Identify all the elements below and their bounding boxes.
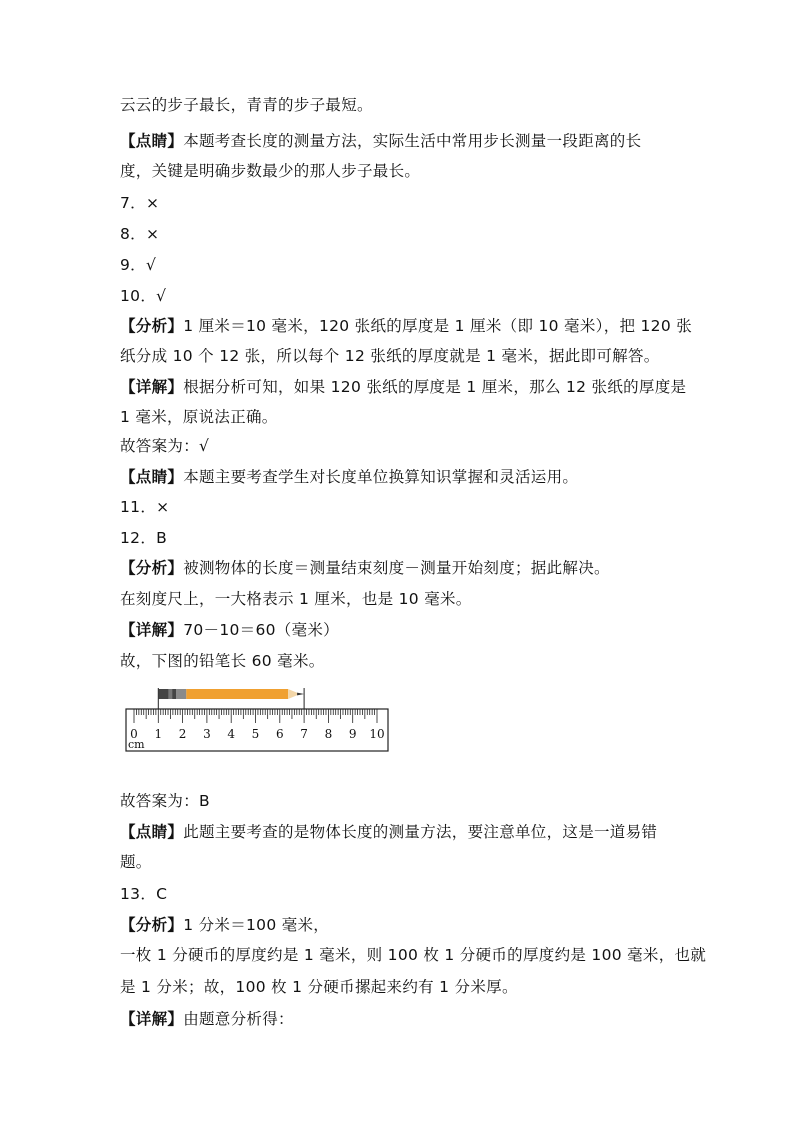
- text-line: [120, 945, 706, 965]
- text-line: [120, 95, 373, 115]
- text-line: [120, 497, 169, 517]
- line-text: 故答案为：√: [120, 437, 210, 455]
- ruler-number: 4: [227, 727, 236, 741]
- text-line: [120, 852, 152, 872]
- line-text: 1 厘米＝10 毫米，120 张纸的厚度是 1 厘米（即 10 毫米），把 120 张: [183, 317, 693, 335]
- line-text: 12．B: [120, 529, 168, 547]
- text-line: [120, 316, 692, 336]
- text-line: [120, 822, 657, 842]
- pencil-ferrule: [168, 689, 172, 699]
- line-text: 本题考查长度的测量方法，实际生活中常用步长测量一段距离的长: [183, 132, 642, 150]
- section-tag: 【分析】: [120, 317, 184, 335]
- line-text: 故答案为：B: [120, 792, 210, 810]
- line-text: 10．√: [120, 287, 167, 305]
- text-line: [120, 346, 660, 366]
- ruler-unit-label: cm: [128, 738, 145, 751]
- ruler-number: 1: [154, 727, 163, 741]
- line-text: 故，下图的铅笔长 60 毫米。: [120, 652, 325, 670]
- text-line: [120, 193, 159, 213]
- section-tag: 【分析】: [120, 916, 184, 934]
- line-text: 此题主要考查的是物体长度的测量方法，要注意单位，这是一道易错: [183, 823, 658, 841]
- pencil-band: [176, 689, 186, 699]
- text-line: [120, 558, 610, 578]
- line-text: 是 1 分米；故，100 枚 1 分硬币摞起来约有 1 分米厚。: [120, 978, 518, 996]
- text-line: [120, 436, 209, 456]
- pencil-body: [186, 689, 288, 699]
- line-text: 在刻度尺上，一大格表示 1 厘米，也是 10 毫米。: [120, 590, 472, 608]
- text-line: [120, 1009, 294, 1029]
- ruler-number: 10: [369, 727, 385, 741]
- ruler-number: 2: [178, 727, 187, 741]
- line-text: 由题意分析得：: [183, 1010, 294, 1028]
- line-text: 70－10＝60（毫米）: [183, 621, 339, 639]
- line-text: 7．×: [120, 194, 160, 212]
- section-tag: 【分析】: [120, 559, 184, 577]
- ruler-number: 8: [324, 727, 333, 741]
- line-text: 度，关键是明确步数最少的那人步子最长。: [120, 162, 421, 180]
- ruler-number: 7: [300, 727, 308, 741]
- line-text: 被测物体的长度＝测量结束刻度－测量开始刻度；据此解决。: [183, 559, 610, 577]
- text-line: [120, 589, 472, 609]
- ruler-number: 9: [348, 727, 357, 741]
- line-text: 1 分米＝100 毫米，: [183, 916, 330, 934]
- text-line: [120, 224, 159, 244]
- line-text: 纸分成 10 个 12 张，所以每个 12 张纸的厚度就是 1 毫米，据此即可解答。: [120, 347, 660, 365]
- text-line: [120, 407, 278, 427]
- section-tag: 【点睛】: [120, 468, 184, 486]
- text-line: [120, 161, 420, 181]
- line-text: 11．×: [120, 498, 170, 516]
- section-tag: 【点睛】: [120, 132, 184, 150]
- line-text: 8．×: [120, 225, 160, 243]
- text-line: [120, 884, 167, 904]
- text-line: [120, 528, 167, 548]
- text-line: [120, 131, 641, 151]
- line-text: 云云的步子最长，青青的步子最短。: [120, 96, 373, 114]
- line-text: 13．C: [120, 885, 168, 903]
- section-tag: 【详解】: [120, 1010, 184, 1028]
- pencil-eraser: [158, 689, 176, 699]
- text-line: [120, 977, 518, 997]
- line-text: 9．√: [120, 256, 157, 274]
- section-tag: 【详解】: [120, 621, 184, 639]
- line-text: 题。: [120, 853, 152, 871]
- text-line: [120, 255, 156, 275]
- text-line: [120, 620, 339, 640]
- ruler-number: 6: [275, 727, 284, 741]
- ruler-pencil-figure: [124, 684, 392, 754]
- section-tag: 【详解】: [120, 378, 184, 396]
- line-text: 根据分析可知，如果 120 张纸的厚度是 1 厘米，那么 12 张纸的厚度是: [183, 378, 687, 396]
- line-text: 本题主要考查学生对长度单位换算知识掌握和灵活运用。: [183, 468, 579, 486]
- text-line: [120, 651, 325, 671]
- ruler-number: 5: [251, 727, 260, 741]
- pencil-lead: [297, 693, 304, 696]
- text-line: [120, 377, 686, 397]
- text-line: [120, 467, 578, 487]
- text-line: [120, 915, 329, 935]
- ruler-number: 0: [130, 727, 138, 741]
- text-line: [120, 791, 210, 811]
- section-tag: 【点睛】: [120, 823, 184, 841]
- ruler-number: 3: [203, 727, 211, 741]
- line-text: 1 毫米，原说法正确。: [120, 408, 278, 426]
- text-line: [120, 286, 166, 306]
- line-text: 一枚 1 分硬币的厚度约是 1 毫米，则 100 枚 1 分硬币的厚度约是 100 毫米，也就: [120, 946, 707, 964]
